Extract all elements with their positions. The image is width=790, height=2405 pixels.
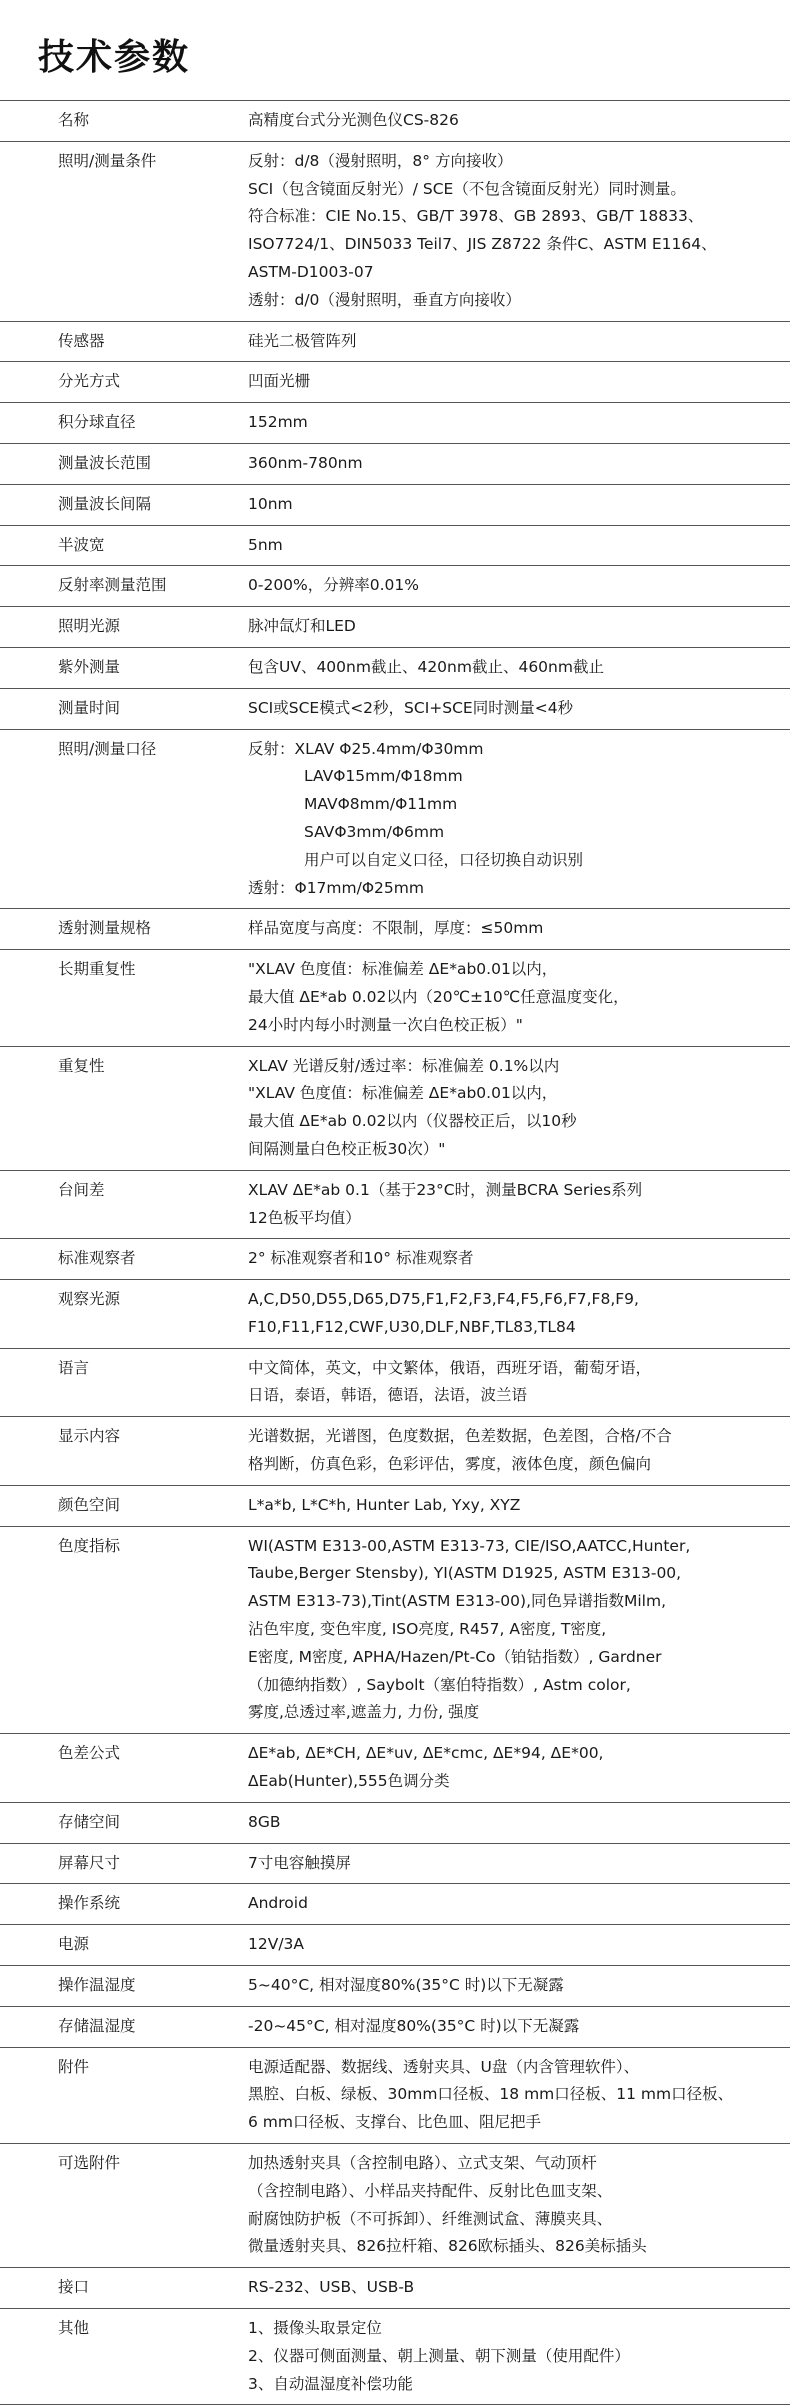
spec-value (186, 572, 790, 600)
spec-value-line: 2、仪器可侧面测量、朝上测量、朝下测量（使用配件） (248, 2346, 630, 2365)
spec-row (0, 444, 790, 485)
spec-row (0, 1966, 790, 2007)
spec-value-line: 高精度台式分光测色仪CS-826 (248, 111, 459, 129)
spec-value (186, 915, 790, 943)
spec-value-line: 脉冲氙灯和LED (248, 617, 356, 636)
spec-value (186, 2274, 790, 2302)
spec-row (0, 1803, 790, 1844)
spec-value-line: XLAV ΔE*ab 0.1（基于23°C时，测量BCRA Series系列 (248, 1180, 643, 1199)
spec-value (186, 1850, 790, 1878)
spec-value (186, 1931, 790, 1959)
spec-value-line: 2° 标准观察者和10° 标准观察者 (248, 1249, 474, 1268)
spec-value (186, 1245, 790, 1273)
spec-value (186, 1355, 790, 1411)
spec-label: 语言 (58, 1358, 90, 1377)
spec-value-line: ASTM-D1003-07 (248, 262, 374, 281)
spec-label: 附件 (58, 2057, 90, 2076)
spec-value-line: 1、摄像头取景定位 (248, 2319, 382, 2337)
spec-value-line: 格判断，仿真色彩，色彩评估，雾度，液体色度，颜色偏向 (248, 1455, 652, 1474)
spec-value-line: Taube,Berger Stensby), YI(ASTM D1925, ASTM E313-00, (248, 1564, 682, 1583)
spec-value-line: 符合标准：CIE No.15、GB/T 3978、GB 2893、GB/T 18833、 (248, 207, 704, 226)
spec-value-line: "XLAV 色度值：标准偏差 ΔE*ab0.01以内， (248, 960, 558, 979)
spec-value (186, 2315, 790, 2398)
spec-value-line: 日语，泰语，韩语，德语，法语，波兰语 (248, 1386, 528, 1405)
spec-value (186, 654, 790, 682)
spec-value (186, 1053, 790, 1164)
spec-value-line: ASTM E313-73),Tint(ASTM E313-00),同色异谱指数Milm, (248, 1592, 667, 1611)
spec-value (186, 956, 790, 1039)
spec-value-line: 沾色牢度, 变色牢度, ISO亮度, R457, A密度, T密度, (248, 1620, 607, 1639)
spec-label: 操作系统 (58, 1894, 121, 1913)
spec-label: 色度指标 (58, 1536, 121, 1555)
spec-label: 反射率测量范围 (58, 576, 167, 595)
spec-value (186, 1533, 790, 1728)
spec-value-line: 152mm (248, 413, 308, 432)
spec-value-line: L*a*b, L*C*h, Hunter Lab, Yxy, XYZ (248, 1495, 521, 1514)
spec-label: 重复性 (58, 1056, 105, 1075)
spec-label: 颜色空间 (58, 1495, 121, 1514)
spec-label: 存储温湿度 (58, 2016, 136, 2035)
spec-label: 测量波长范围 (58, 453, 152, 472)
spec-value (186, 2150, 790, 2261)
spec-value (186, 491, 790, 519)
spec-value-line: ΔE*ab, ΔE*CH, ΔE*uv, ΔE*cmc, ΔE*94, ΔE*00, (248, 1744, 604, 1763)
spec-label: 照明/测量口径 (58, 739, 157, 758)
spec-value-line: 包含UV、400nm截止、420nm截止、460nm截止 (248, 657, 604, 676)
spec-row (0, 607, 790, 648)
spec-value (186, 1423, 790, 1479)
spec-row (0, 362, 790, 403)
spec-label: 可选附件 (58, 2154, 121, 2173)
spec-label: 接口 (58, 2278, 90, 2297)
spec-row (0, 566, 790, 607)
spec-row (0, 1925, 790, 1966)
spec-row (0, 485, 790, 526)
spec-label: 屏幕尺寸 (58, 1853, 121, 1872)
spec-label: 半波宽 (58, 535, 105, 554)
spec-row (0, 1171, 790, 1240)
spec-value-line: -20~45°C, 相对湿度80%(35°C 时)以下无凝露 (248, 2016, 580, 2035)
spec-value-line: E密度, M密度, APHA/Hazen/Pt-Co（铂钴指数）, Gardner (248, 1647, 662, 1666)
spec-value-line: 5nm (248, 535, 283, 554)
spec-row (0, 909, 790, 950)
spec-row (0, 950, 790, 1046)
spec-value (186, 409, 790, 437)
spec-value-line: 6 mm口径板、支撑台、比色皿、阻尼把手 (248, 2113, 541, 2132)
spec-label: 透射测量规格 (58, 919, 152, 938)
spec-row (0, 1884, 790, 1925)
spec-value (186, 736, 790, 903)
spec-value (186, 1890, 790, 1918)
spec-value-line: RS-232、USB、USB-B (248, 2278, 415, 2297)
spec-label: 标准观察者 (58, 1249, 136, 1268)
spec-value-line: 加热透射夹具（含控制电路）、立式支架、气动顶杆 (248, 2154, 597, 2173)
spec-row (0, 730, 790, 910)
spec-row (0, 1734, 790, 1803)
spec-value (186, 695, 790, 723)
spec-value (186, 1809, 790, 1837)
spec-value-line: 凹面光栅 (248, 372, 311, 391)
spec-value-line: 7寸电容触摸屏 (248, 1853, 351, 1872)
spec-label: 分光方式 (58, 372, 121, 391)
spec-value (186, 148, 790, 315)
spec-value-line: 中文简体，英文，中文繁体，俄语，西班牙语，葡萄牙语， (248, 1358, 652, 1377)
spec-value-line: 微量透射夹具、826拉杆箱、826欧标插头、826美标插头 (248, 2237, 647, 2256)
spec-label: 台间差 (58, 1180, 105, 1199)
spec-value (186, 1286, 790, 1342)
spec-value-line: 透射：d/0（漫射照明，垂直方向接收） (248, 290, 521, 309)
spec-row (0, 1280, 790, 1349)
spec-value-line: 间隔测量白色校正板30次）" (248, 1139, 446, 1158)
spec-value-line: 反射：XLAV Φ25.4mm/Φ30mm (248, 739, 484, 758)
spec-row (0, 648, 790, 689)
spec-value-line: 5~40°C, 相对湿度80%(35°C 时)以下无凝露 (248, 1976, 564, 1995)
spec-value (186, 328, 790, 356)
spec-value-line: 最大值 ΔE*ab 0.02以内（仪器校正后，以10秒 (248, 1112, 577, 1131)
spec-label: 照明/测量条件 (58, 151, 157, 170)
spec-value-line: WI(ASTM E313-00,ASTM E313-73, CIE/ISO,AATCC,Hunter, (248, 1536, 691, 1555)
spec-value-line: 耐腐蚀防护板（不可拆卸）、纤维测试盒、薄膜夹具、 (248, 2209, 613, 2228)
spec-value-line: SCI或SCE模式<2秒，SCI+SCE同时测量<4秒 (248, 698, 574, 717)
spec-row (0, 1349, 790, 1418)
spec-value-line: Android (248, 1894, 308, 1913)
spec-label: 紫外测量 (58, 657, 121, 676)
spec-label: 传感器 (58, 331, 105, 350)
spec-value (186, 1972, 790, 2000)
spec-row (0, 1417, 790, 1486)
spec-value-line: 透射：Φ17mm/Φ25mm (248, 878, 424, 897)
spec-value-line: 24小时内每小时测量一次白色校正板）" (248, 1015, 523, 1034)
spec-label: 照明光源 (58, 617, 121, 636)
spec-value (186, 613, 790, 641)
spec-row (0, 1239, 790, 1280)
spec-value (186, 1177, 790, 1233)
spec-value-line: （含控制电路）、小样品夹持配件、反射比色皿支架、 (248, 2181, 613, 2200)
spec-row (0, 526, 790, 567)
spec-value-line: 360nm-780nm (248, 453, 363, 472)
spec-value-line: 10nm (248, 494, 293, 513)
spec-value (186, 532, 790, 560)
spec-value-line: LAVΦ15mm/Φ18mm (304, 767, 463, 786)
spec-row (0, 2048, 790, 2144)
spec-value-line: 最大值 ΔE*ab 0.02以内（20℃±10℃任意温度变化， (248, 987, 629, 1006)
spec-row (0, 2268, 790, 2309)
spec-label: 测量波长间隔 (58, 494, 152, 513)
spec-row (0, 1047, 790, 1171)
spec-value (186, 2013, 790, 2041)
spec-label: 其他 (58, 2319, 90, 2337)
spec-value (186, 1740, 790, 1796)
spec-row (0, 689, 790, 730)
spec-value-line: SAVΦ3mm/Φ6mm (304, 822, 445, 841)
spec-row (0, 1844, 790, 1885)
spec-table (0, 100, 790, 2405)
spec-label: 长期重复性 (58, 960, 136, 979)
spec-label: 积分球直径 (58, 413, 136, 432)
spec-value-line: 3、自动温湿度补偿功能 (248, 2374, 413, 2393)
spec-value-line: （加德纳指数）, Saybolt（塞伯特指数）, Astm color, (248, 1675, 631, 1694)
spec-value-line: 12V/3A (248, 1935, 305, 1954)
spec-value-line: 0-200%，分辨率0.01% (248, 576, 420, 595)
spec-value-line: 样品宽度与高度：不限制，厚度：≤50mm (248, 919, 544, 938)
spec-label: 测量时间 (58, 698, 121, 717)
spec-value-line: XLAV 光谱反射/透过率：标准偏差 0.1%以内 (248, 1056, 560, 1075)
spec-row (0, 403, 790, 444)
spec-value-line: 雾度,总透过率,遮盖力, 力份, 强度 (248, 1703, 480, 1722)
spec-value-line: F10,F11,F12,CWF,U30,DLF,NBF,TL83,TL84 (248, 1317, 576, 1336)
spec-value (186, 368, 790, 396)
spec-label: 存储空间 (58, 1812, 121, 1831)
spec-row (0, 2309, 790, 2405)
spec-row (0, 2144, 790, 2268)
spec-value (186, 1492, 790, 1520)
spec-row (0, 142, 790, 322)
spec-row (0, 1527, 790, 1735)
spec-label: 名称 (58, 111, 90, 129)
spec-row (0, 1486, 790, 1527)
spec-value-line: ISO7724/1、DIN5033 Teil7、JIS Z8722 条件C、ASTM E1164、 (248, 235, 717, 254)
spec-label: 电源 (58, 1935, 90, 1954)
spec-value-line: 光谱数据，光谱图，色度数据，色差数据，色差图，合格/不合 (248, 1427, 672, 1446)
spec-row (0, 2007, 790, 2048)
spec-row (0, 101, 790, 142)
spec-value-line: SCI（包含镜面反射光）/ SCE（不包含镜面反射光）同时测量。 (248, 179, 686, 198)
spec-value-line: MAVΦ8mm/Φ11mm (304, 795, 458, 814)
spec-value-line: 12色板平均值） (248, 1208, 361, 1227)
spec-label: 显示内容 (58, 1427, 121, 1446)
spec-label: 色差公式 (58, 1744, 121, 1763)
spec-row (0, 322, 790, 363)
spec-value (186, 2054, 790, 2137)
spec-label: 操作温湿度 (58, 1976, 136, 1995)
spec-value-line: 电源适配器、数据线、透射夹具、U盘（内含管理软件）、 (248, 2057, 640, 2076)
spec-value-line: 硅光二极管阵列 (248, 331, 357, 350)
spec-value (186, 450, 790, 478)
spec-value (186, 107, 790, 135)
spec-value-line: A,C,D50,D55,D65,D75,F1,F2,F3,F4,F5,F6,F7,F8,F9, (248, 1290, 639, 1309)
spec-value-line: 反射：d/8（漫射照明，8° 方向接收） (248, 151, 513, 170)
spec-value-line: 黑腔、白板、绿板、30mm口径板、18 mm口径板、11 mm口径板、 (248, 2085, 734, 2104)
spec-value-line: ΔEab(Hunter),555色调分类 (248, 1772, 450, 1791)
spec-value-line: "XLAV 色度值：标准偏差 ΔE*ab0.01以内， (248, 1084, 558, 1103)
spec-value-line: 8GB (248, 1812, 281, 1831)
page-title: 技术参数 (38, 37, 191, 78)
spec-value-line: 用户可以自定义口径，口径切换自动识别 (304, 850, 584, 869)
spec-label: 观察光源 (58, 1290, 121, 1309)
